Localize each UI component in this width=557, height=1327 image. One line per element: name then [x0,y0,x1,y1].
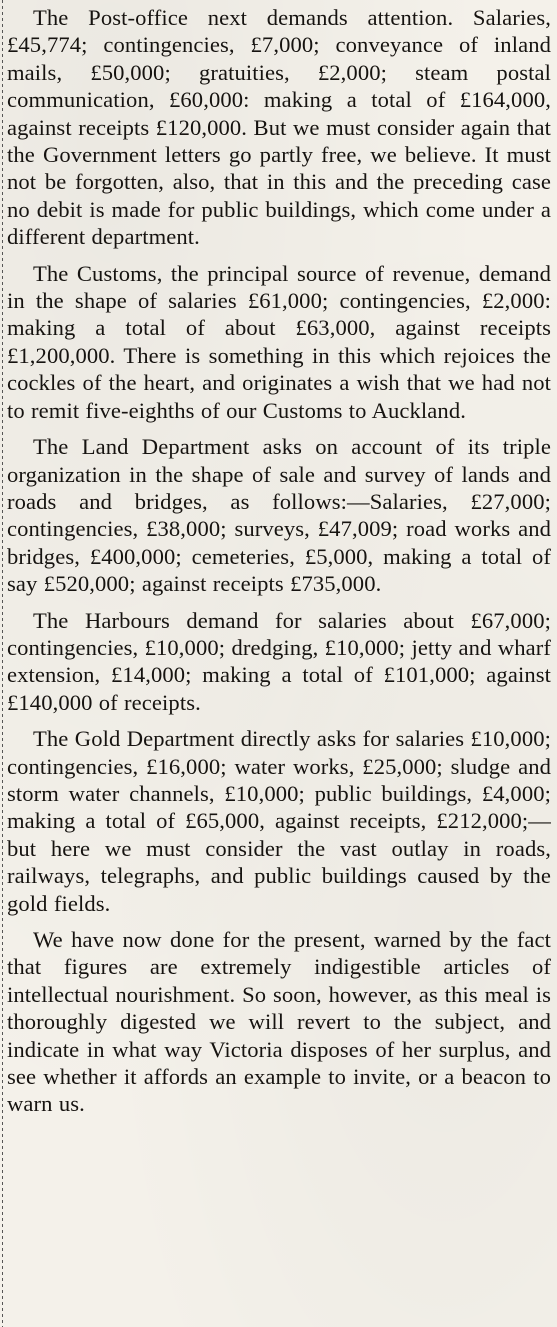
paragraph-harbours: The Harbours demand for salaries about £67,000; contingencies, £10,000; dredging, £10,000; jetty and wharf extension, £14,000; making a total of £101,000; against £140,000 of receipts. [7,607,551,715]
column-rule [2,0,3,1327]
paragraph-post-office: The Post-office next demands attention. Salaries, £45,774; contingencies, £7,000; conveyance of inland mails, £50,000; gratuities, £2,000; steam postal communication, £60,000: making a total of £164,000, against receipts £120,000. But we must consider again that the Government letters go partly free, we believe. It must not be forgotten, also, that in this and the preceding case no debit is made for public buildings, which come under a different department. [7,5,551,250]
paragraph-land-department: The Land Department asks on account of its triple organization in the shape of sale and survey of lands and roads and bridges, as follows:—Salaries, £27,000; contingencies, £38,000; surveys, £47,009; road works and bridges, £400,000; cemeteries, £5,000, making a total of say £520,000; against receipts £735,000. [7,434,551,597]
paragraph-customs: The Customs, the principal source of revenue, demand in the shape of salaries £61,000; contingencies, £2,000: making a total of about £63,000, against receipts £1,200,000. There is something in this which rejoices the cockles of the heart, and originates a wish that we had not to remit five-eighths of our Customs to Auckland. [7,260,551,423]
paragraph-conclusion: We have now done for the present, warned by the fact that figures are extremely indigestible articles of intellectual nourishment. So soon, however, as this meal is thoroughly digested we will revert to the subject, and indicate in what way Victoria disposes of her surplus, and see whether it affords an example to invite, or a beacon to warn us. [7,927,551,1117]
paragraph-gold-department: The Gold Department directly asks for salaries £10,000; contingencies, £16,000; water works, £25,000; sludge and storm water channels, £10,000; public buildings, £4,000; making a total of £65,000, against receipts, £212,000;—but here we must consider the vast outlay in roads, railways, telegraphs, and public buildings caused by the gold fields. [7,726,551,916]
